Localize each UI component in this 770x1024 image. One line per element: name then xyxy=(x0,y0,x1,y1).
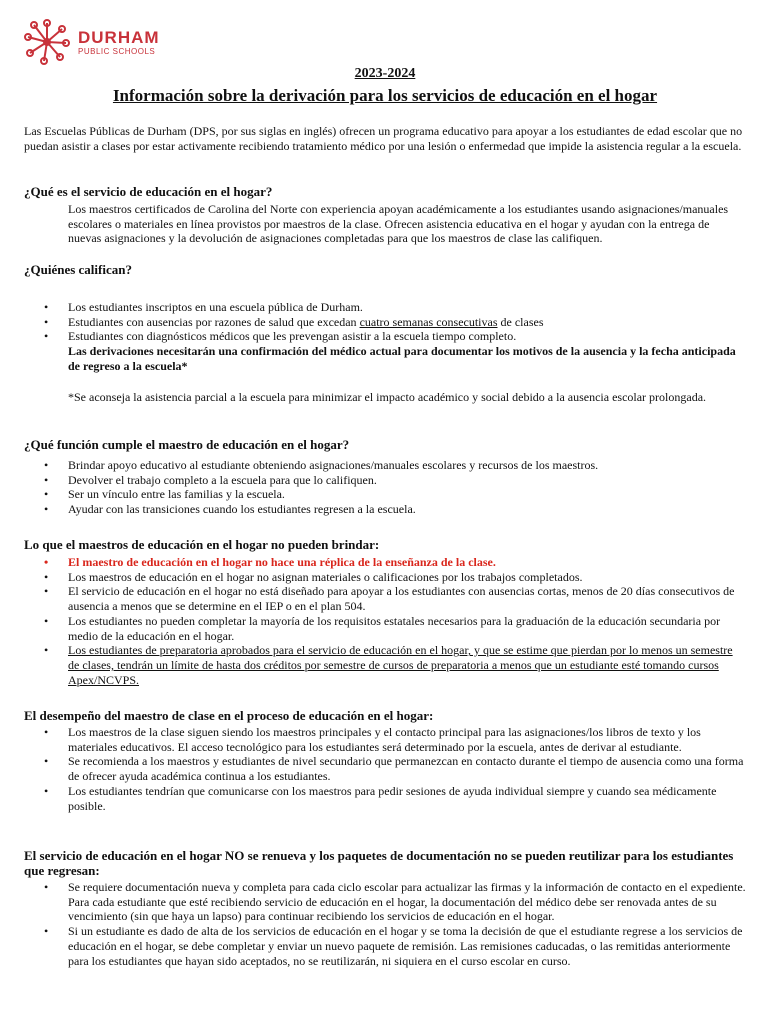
teacher-role-list xyxy=(24,458,746,517)
list-item: • El servicio de educación en el hogar no está diseñado para apoyar a los estudiantes con ausencias cortas, menos de 20 días consecutivos de ausencia a menos que se determine en el IEP o en el plan 504. xyxy=(24,584,746,613)
school-year: 2023-2024 xyxy=(354,66,416,81)
section-heading-class-teacher: El desempeño del maestro de clase en el proceso de educación en el hogar: xyxy=(24,708,434,723)
section-heading-no-renewal: El servicio de educación en el hogar NO se renueva y los paquetes de documentación no se pueden reutilizar para los estudiantes que regresan: xyxy=(24,848,734,878)
logo-subtitle: PUBLIC SCHOOLS xyxy=(78,46,156,56)
underlined-text: cuatro semanas consecutivas xyxy=(359,314,498,329)
list-item: • Se requiere documentación nueva y completa para cada ciclo escolar para actualizar las firmas y la información de contacto en el expediente. Para cada estudiante que esté recibiendo servicio de educación en el hogar, la documentación del médico debe ser renovada antes de su vencimiento (sin que haya un lapso) para continuar recibiendo los servicios de educación en el hogar. xyxy=(24,880,746,924)
section-heading-what-is: ¿Qué es el servicio de educación en el hogar? xyxy=(24,184,273,199)
document-title: Información sobre la derivación para los servicios de educación en el hogar xyxy=(112,86,658,105)
list-item: • Devolver el trabajo completo a la escuela para que lo califiquen. xyxy=(24,473,746,488)
durham-logo xyxy=(22,18,160,66)
intro-paragraph: Las Escuelas Públicas de Durham (DPS, por sus siglas en inglés) ofrecen un programa educativo para apoyar a los estudiantes de edad escolar que no puedan asistir a clases por estar activamente recibiendo tratamiento médico por una lesión o enfermedad que impide la asistencia regular a la escuela. xyxy=(24,124,743,153)
list-item: • Los estudiantes inscriptos en una escuela pública de Durham. xyxy=(24,300,746,315)
no-renewal-list xyxy=(24,880,746,968)
list-item-red: • El maestro de educación en el hogar no hace una réplica de la enseñanza de la clase. xyxy=(24,555,746,570)
doctor-confirmation-note: Las derivaciones necesitarán una confirmación del médico actual para documentar los motivos de la ausencia y la fecha anticipada de regreso a la escuela* xyxy=(68,344,736,373)
list-item-underlined: • Los estudiantes de preparatoria aprobados para el servicio de educación en el hogar, y que se estime que pierdan por lo menos un semestre de clases, tendrán un límite de hasta dos créditos por semestre de cursos de preparatoria a menos que un estudiante esté tomando cursos Apex/NCVPS. xyxy=(24,643,746,687)
list-item: • Se recomienda a los maestros y estudiantes de nivel secundario que permanezcan en contacto durante el tiempo de ausencia como una forma de ofrecer ayuda académica continua a los estudiantes. xyxy=(24,754,746,783)
section-heading-who-qualifies: ¿Quiénes califican? xyxy=(24,262,132,277)
durham-logo-icon xyxy=(22,17,72,67)
list-item: • Ser un vínculo entre las familias y la escuela. xyxy=(24,487,746,502)
logo-name: DURHAM xyxy=(78,27,160,47)
list-item: • Brindar apoyo educativo al estudiante obteniendo asignaciones/manuales escolares y recursos de los maestros. xyxy=(24,458,746,473)
class-teacher-list xyxy=(24,725,746,813)
section-heading-cannot-provide: Lo que el maestros de educación en el hogar no pueden brindar: xyxy=(24,537,380,552)
list-item: • Ayudar con las transiciones cuando los estudiantes regresen a la escuela. xyxy=(24,502,746,517)
list-item: • Si un estudiante es dado de alta de los servicios de educación en el hogar y se toma la decisión de que el estudiante regrese a los servicios de educación en el hogar, se debe completar y enviar un nuevo paquete de remisión. Las remisiones caducadas, o las remitidas anteriormente para los estudiantes que hayan sido aceptados, no se reutilizarán, ni siquiera en el curso escolar en curso. xyxy=(24,924,746,968)
cannot-provide-list xyxy=(24,555,746,687)
section-heading-teacher-role: ¿Qué función cumple el maestro de educación en el hogar? xyxy=(24,437,350,452)
who-qualifies-list xyxy=(24,300,746,374)
list-item: • Los maestros de educación en el hogar no asignan materiales o calificaciones por los trabajos completados. xyxy=(24,570,746,585)
list-item: • Los estudiantes no pueden completar la mayoría de los requisitos estatales necesarios para la graduación de la educación secundaria por medio de la educación en el hogar. xyxy=(24,614,746,643)
what-is-body: Los maestros certificados de Carolina del Norte con experiencia apoyan académicamente a los estudiantes usando asignaciones/manuales escolares o materiales en línea provistos por maestros de la clase. Ofrecen asistencia educativa en el hogar y ayudan con la entrega de nuevas asignaciones y la devolución de asignaciones completadas para que los maestros de clase las califiquen. xyxy=(68,202,729,246)
list-item: • Estudiantes con diagnósticos médicos que les prevengan asistir a la escuela tiempo completo. Las derivaciones necesitarán una confirmación del médico actual para documentar los motivos de la ausencia y la fecha anticipada de regreso a la escuela* xyxy=(24,329,746,373)
list-item: • Estudiantes con ausencias por razones de salud que excedan cuatro semanas consecutivas de clases xyxy=(24,315,746,330)
partial-attendance-note: *Se aconseja la asistencia parcial a la escuela para minimizar el impacto académico y social debido a la ausencia escolar prolongada. xyxy=(68,390,707,404)
list-item: • Los estudiantes tendrían que comunicarse con los maestros para pedir sesiones de ayuda individual siempre y cuando sea médicamente posible. xyxy=(24,784,746,813)
list-item: • Los maestros de la clase siguen siendo los maestros principales y el contacto principal para las asignaciones/los libros de texto y los materiales educativos. El acceso tecnológico para los estudiantes será determinado por la escuela, antes de derivar al estudiante. xyxy=(24,725,746,754)
